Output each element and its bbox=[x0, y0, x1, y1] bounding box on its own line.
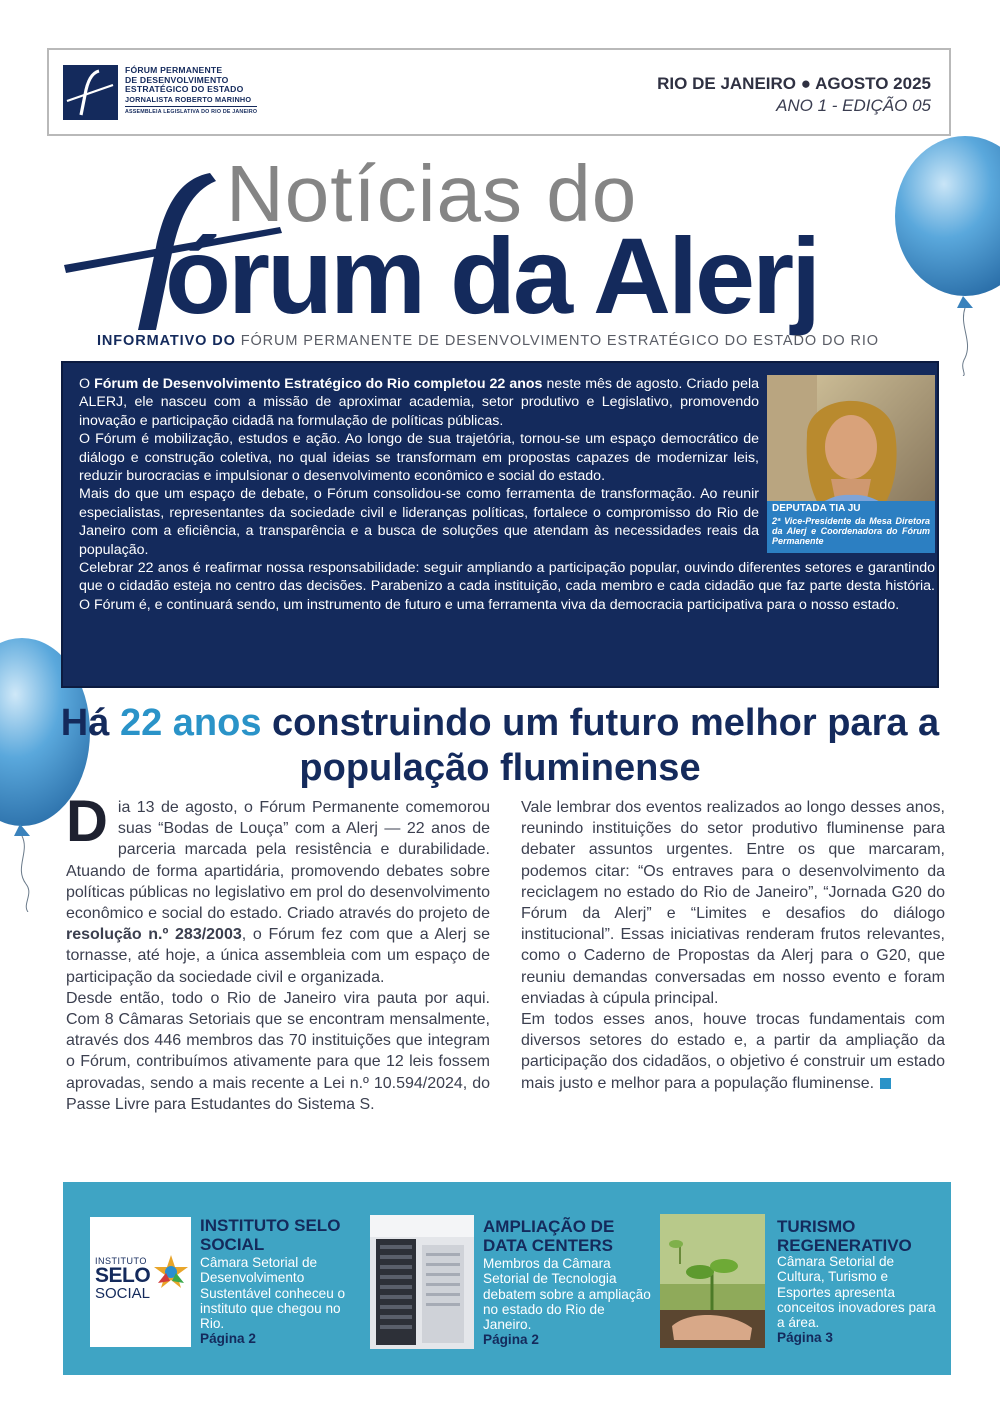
teaser-3-body bbox=[777, 1254, 937, 1346]
data-center-image[interactable] bbox=[370, 1215, 474, 1349]
main-headline bbox=[60, 701, 940, 791]
logo-line-5: ASSEMBLEIA LEGISLATIVA DO RIO DE JANEIRO bbox=[125, 106, 257, 115]
teaser-3-title[interactable]: TURISMO REGENERATIVO bbox=[777, 1217, 912, 1255]
selo-logo-line-2: SELO bbox=[95, 1264, 151, 1287]
selo-logo-line-3: SOCIAL bbox=[95, 1285, 151, 1302]
deputy-photo bbox=[767, 375, 935, 553]
article-paragraph-3: Vale lembrar dos eventos realizados ao longo desses anos, reunindo instituições do setor produtivo fluminense para debater assuntos urgentes. Entre os que marcaram, podemos citar: “Os entraves para o desenvolvimento da reciclagem no estado do Rio de Janeiro”, “Jornada G20 do Fórum da Alerj” e “Limites e desafios do diálogo institucional”. Essas iniciativas renderam frutos relevantes, como o Caderno de Propostas da Alerj para o G20, que reuniu demandas conversadas em nosso evento e foram enviadas à cúpula principal. bbox=[521, 799, 945, 1007]
photo-caption-name: DEPUTADA TIA JU bbox=[772, 503, 861, 514]
place-date: RIO DE JANEIRO ● AGOSTO 2025 bbox=[657, 74, 931, 93]
teaser-1-text: Câmara Setorial de Desenvolvimento Sustentável conheceu o instituto que chegou no Rio. bbox=[200, 1255, 346, 1332]
editorial-paragraph-3: Mais do que um espaço de debate, o Fórum consolidou-se como ferramenta de transformação. Ao reunir especialistas, representantes da sociedade civil e lideranças políticas, fortalece o compromisso do Rio de Janeiro com a eficiência, a transparência e a busca de soluções que atendam às necessidades reais da população. bbox=[79, 486, 759, 558]
editorial-box bbox=[61, 361, 939, 688]
forum-logo-mark bbox=[63, 65, 118, 120]
teaser-1-page-link[interactable]: Página 2 bbox=[200, 1331, 256, 1347]
selo-social-logo[interactable] bbox=[90, 1217, 191, 1347]
plant-seedling-image[interactable] bbox=[660, 1214, 765, 1348]
article-column-left bbox=[66, 789, 490, 1115]
editorial-paragraph-2: O Fórum é mobilização, estudos e ação. Ao longo de sua trajetória, tornou-se um espaço democrático de diálogo e construção coletiva, no qual ideias se transformam em propostas capazes de modernizar leis, reduzir burocracias e impulsionar o desenvolvimento econômico e social do estado. bbox=[79, 431, 759, 485]
masthead-forum-title: órum da Alerj bbox=[165, 215, 819, 336]
selo-logo-line-1: INSTITUTO bbox=[95, 1256, 147, 1266]
editorial-text bbox=[79, 375, 935, 614]
editorial-p1-end: neste mês de agosto. Criado pela ALERJ, ele nasceu com a missão de aproximar academia, setor produtivo e Legislativo, promovendo inovação e participação cidadã na formulação de políticas públicas. bbox=[79, 376, 759, 429]
masthead-tagline bbox=[97, 333, 879, 349]
teaser-1-body bbox=[200, 1255, 350, 1347]
tagline-rest: FÓRUM PERMANENTE DE DESENVOLVIMENTO ESTRATÉGICO DO ESTADO DO RIO bbox=[235, 333, 879, 349]
masthead-noticias: Notícias do bbox=[226, 149, 638, 238]
article-dropcap: D bbox=[66, 789, 108, 854]
article-p1-end: , o Fórum fez com que a Alerj se tornasse, até hoje, a única assembleia com um espaço de participação da sociedade civil e organizada. bbox=[66, 926, 490, 986]
issue-number: ANO 1 - EDIÇÃO 05 bbox=[776, 96, 931, 115]
editorial-paragraph-4: Celebrar 22 anos é reafirmar nossa responsabilidade: seguir ampliando a participação popular, ouvindo diferentes setores e garantindo que o cidadão esteja no centro das decisões. Parabenizo a cada instituição, cada membro e cada cidadão que faz parte desta história. O Fórum é, e continuará sendo, um instrumento de futuro e uma ferramenta viva da democracia participativa para o nosso estado. bbox=[79, 560, 935, 613]
editorial-p1-start: O bbox=[79, 376, 95, 392]
article-paragraph-2: Desde então, todo o Rio de Janeiro vira pauta por aqui. Com 8 Câmaras Setoriais que se encontram mensalmente, através dos 446 membros das 70 instituições que integram o Fórum, contribuímos ativamente para que 12 leis fossem aprovadas, sendo a mais recente a Lei n.º 10.594/2024, do Passe Livre para Estudantes do Sistema S. bbox=[66, 989, 490, 1113]
teaser-strip bbox=[63, 1182, 951, 1375]
headline-highlight: 22 anos bbox=[119, 702, 262, 744]
photo-caption bbox=[767, 501, 935, 553]
teaser-2-page-link[interactable]: Página 2 bbox=[483, 1332, 539, 1348]
photo-caption-role: 2ª Vice-Presidente da Mesa Diretora da Alerj e Coordenadora do Fórum Permanente bbox=[772, 516, 930, 546]
teaser-2-body bbox=[483, 1256, 653, 1348]
article-p1-start: ia 13 de agosto, o Fórum Permanente comemorou suas “Bodas de Louça” com a Alerj — 22 anos de parceria marcada pela resistência e durabilidade. Atuando de forma apartidária, promovendo debates sobre políticas públicas no legislativo em prol do desenvolvimento econômico e social do estado. Criado através do projeto de bbox=[66, 799, 490, 923]
headline-part-2: construindo um futuro melhor para a população fluminense bbox=[261, 702, 940, 789]
selo-social-wordmark bbox=[95, 1256, 150, 1302]
logo-line-1: FÓRUM PERMANENTE bbox=[125, 65, 223, 75]
logo-text bbox=[125, 66, 257, 115]
article-p1-bold: resolução n.º 283/2003 bbox=[66, 926, 242, 944]
header-box bbox=[47, 48, 951, 136]
selo-social-star-icon bbox=[152, 1253, 190, 1291]
teaser-3-page-link[interactable]: Página 3 bbox=[777, 1330, 833, 1346]
balloon-top-right-icon bbox=[893, 136, 1000, 376]
teaser-3-text: Câmara Setorial de Cultura, Turismo e Esportes apresenta conceitos inovadores para a área. bbox=[777, 1254, 936, 1331]
teaser-1-title[interactable]: INSTITUTO SELO SOCIAL bbox=[200, 1216, 341, 1254]
edition-info bbox=[657, 74, 931, 116]
forum-logo[interactable] bbox=[63, 65, 263, 123]
article-paragraph-4 bbox=[521, 1009, 945, 1094]
teaser-2-title[interactable]: AMPLIAÇÃO DE DATA CENTERS bbox=[483, 1217, 615, 1255]
end-mark-icon bbox=[880, 1078, 891, 1089]
logo-line-2: DE DESENVOLVIMENTO bbox=[125, 74, 229, 85]
teaser-2-text: Membros da Câmara Setorial de Tecnologia debatem sobre a ampliação no estado do Rio de Janeiro. bbox=[483, 1256, 651, 1333]
editorial-p1-bold: Fórum de Desenvolvimento Estratégico do Rio completou 22 anos bbox=[94, 376, 543, 392]
headline-part-1: Há bbox=[60, 702, 120, 744]
logo-line-3: ESTRATÉGICO DO ESTADO bbox=[125, 84, 244, 95]
tagline-bold: INFORMATIVO DO bbox=[97, 333, 236, 349]
article-p4-text: Em todos esses anos, houve trocas fundamentais com diversos setores do estado e, a partir da ampliação da participação dos cidadãos, o objetivo é construir um estado mais justo e melhor para a população fluminense. bbox=[521, 1011, 945, 1092]
logo-line-4: JORNALISTA ROBERTO MARINHO bbox=[125, 94, 252, 104]
article-column-right bbox=[521, 797, 945, 1094]
article-paragraph-1 bbox=[66, 789, 490, 988]
